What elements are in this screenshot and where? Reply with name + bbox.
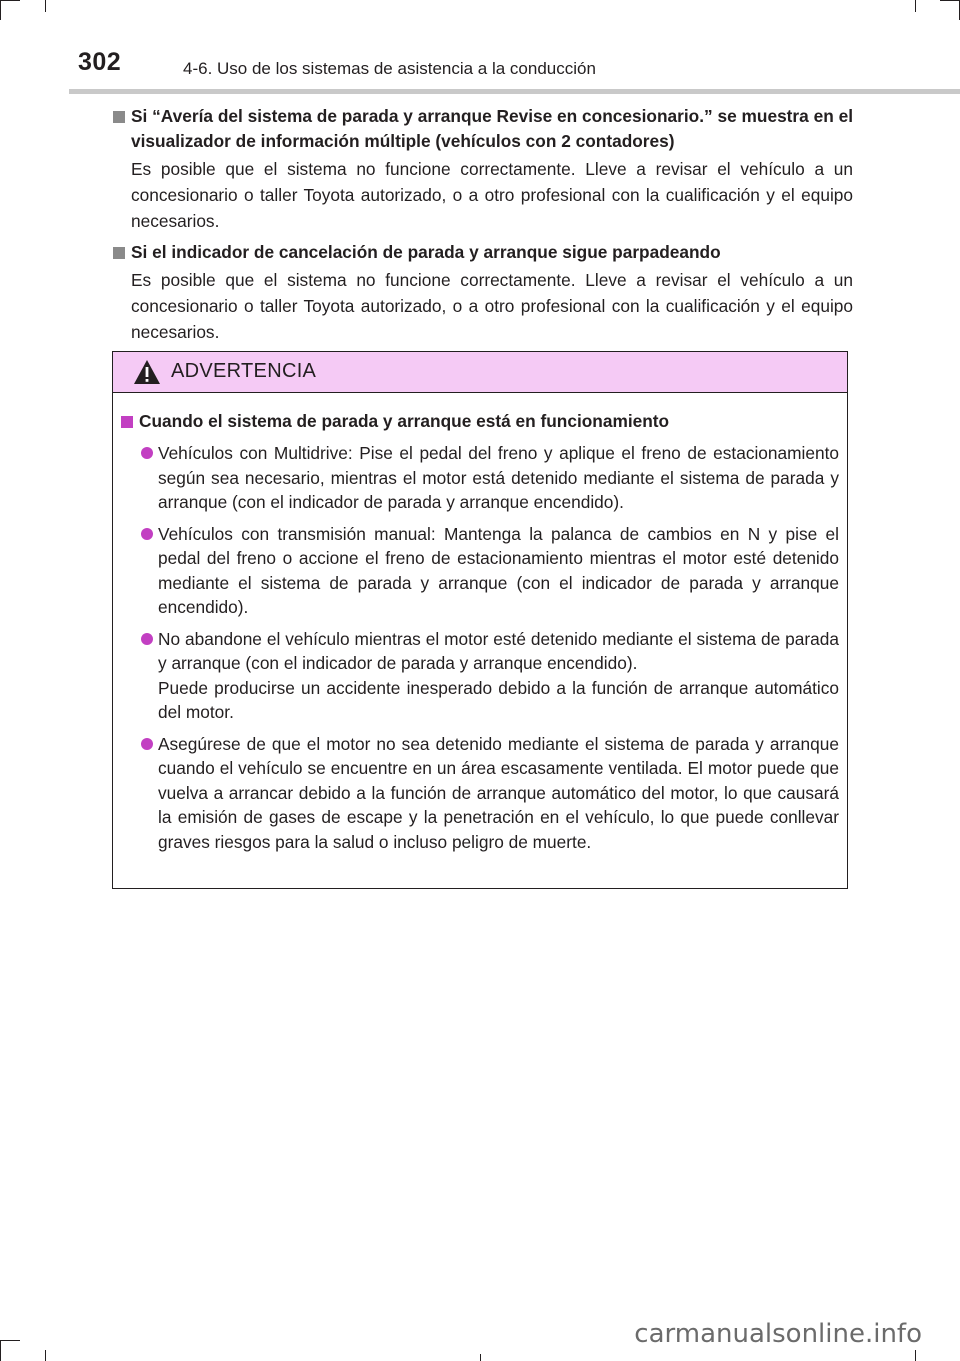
crop-mark — [940, 0, 960, 1]
block-title-text: Si el indicador de cancelación de parada y arranque sigue parpadeando — [131, 242, 721, 262]
square-bullet-icon — [121, 416, 133, 428]
block-title-text: Si “Avería del sistema de parada y arranque Revise en concesionario.” se muestra en el visualizador de información múltiple (vehículos con 2 contadores) — [131, 106, 853, 151]
info-block — [113, 104, 853, 234]
warning-bullet — [121, 732, 839, 855]
bullet-text: Vehículos con Multidrive: Pise el pedal del freno y aplique el freno de estacionamiento según sea necesario, mientras el motor está detenido mediante el sistema de parada y arranque (con el indicador de parada y arranque encendido). — [158, 443, 839, 512]
info-block — [113, 240, 853, 345]
block-body: Es posible que el sistema no funcione correctamente. Lleve a revisar el vehículo a un concesionario o taller Toyota autorizado, o a otro profesional con la cualificación y el equipo necesarios. — [131, 270, 853, 342]
round-bullet-icon — [141, 633, 153, 645]
warning-triangle-icon — [133, 359, 161, 385]
section-title: 4-6. Uso de los sistemas de asistencia a la conducción — [183, 59, 596, 78]
crop-mark — [915, 0, 916, 12]
round-bullet-icon — [141, 738, 153, 750]
crop-mark — [0, 1340, 20, 1341]
block-body: Es posible que el sistema no funcione correctamente. Lleve a revisar el vehículo a un concesionario o taller Toyota autorizado, o a otro profesional con la cualificación y el equipo necesarios. — [131, 159, 853, 231]
warning-bullet — [121, 522, 839, 620]
crop-mark — [0, 0, 20, 1]
crop-mark — [0, 0, 1, 20]
crop-mark — [480, 1354, 481, 1361]
square-bullet-icon — [113, 111, 125, 123]
crop-mark — [45, 0, 46, 12]
warning-box — [112, 351, 848, 889]
warning-title — [121, 409, 839, 434]
bullet-text: Asegúrese de que el motor no sea detenido mediante el sistema de parada y arranque cuando el vehículo se encuentre en un área escasamente ventilada. El motor puede que vuelva a arrancar debido a la función de arranque automático del motor, lo que causará la emisión de gases de escape y la penetración en el vehículo, lo que puede conllevar graves riesgos para la salud o incluso peligro de muerte. — [158, 733, 839, 852]
block-title — [113, 240, 853, 265]
warning-bullet — [121, 441, 839, 515]
bullet-extra-text: Puede producirse un accidente inesperado debido a la función de arranque automático del motor. — [158, 677, 839, 722]
crop-mark — [45, 1350, 46, 1361]
bullet-text: No abandone el vehículo mientras el motor esté detenido mediante el sistema de parada y arranque (con el indicador de parada y arranque encendido). — [158, 628, 839, 673]
round-bullet-icon — [141, 528, 153, 540]
header-rule — [69, 89, 960, 94]
warning-header — [113, 352, 847, 393]
crop-mark — [915, 1350, 916, 1361]
bullet-text: Vehículos con transmisión manual: Mantenga la palanca de cambios en N y pise el pedal del freno o accione el freno de estacionamiento mientras el motor esté detenido mediante el sistema de parada y arranque (con el indicador de parada y arranque encendido). — [158, 523, 839, 617]
page-number: 302 — [78, 48, 122, 76]
watermark: carmanualsonline.info — [634, 1319, 922, 1349]
round-bullet-icon — [141, 447, 153, 459]
warning-bullet — [121, 627, 839, 725]
content — [113, 104, 853, 351]
crop-mark — [0, 1340, 1, 1361]
block-title — [113, 104, 853, 154]
square-bullet-icon — [113, 247, 125, 259]
warning-title-text: Cuando el sistema de parada y arranque está en funcionamiento — [139, 411, 670, 431]
warning-label: ADVERTENCIA — [171, 360, 317, 382]
warning-body — [113, 393, 847, 854]
